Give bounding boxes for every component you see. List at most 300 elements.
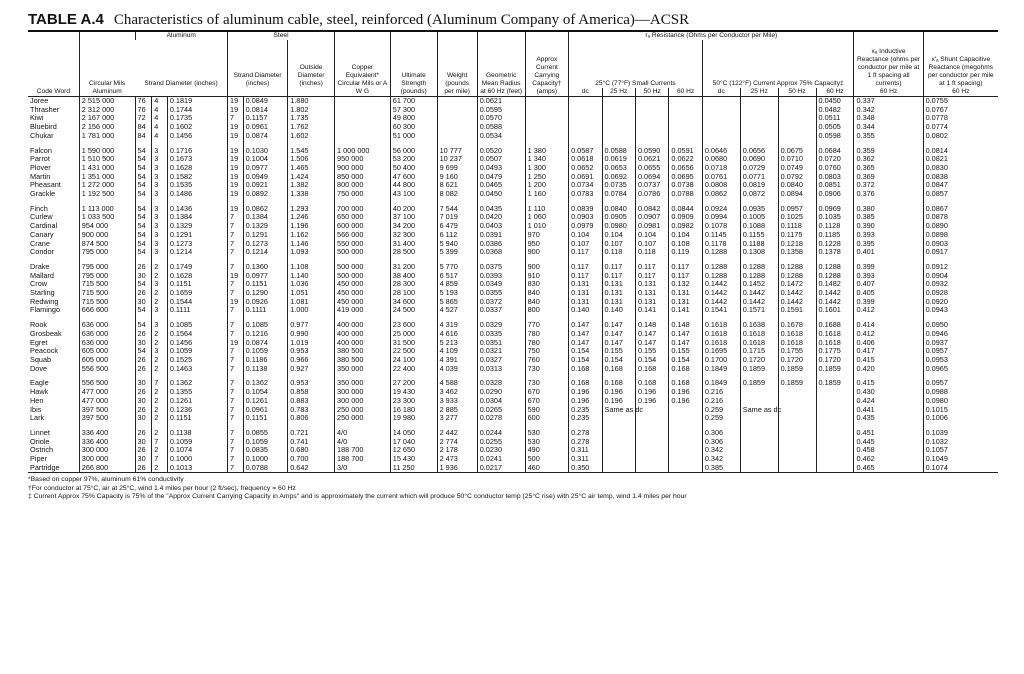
table-cell: 0.155 [669, 347, 702, 356]
table-cell: 900 000 [79, 231, 135, 240]
table-cell: 1.246 [288, 213, 335, 222]
table-cell: 0.147 [569, 339, 602, 348]
table-cell: 0.0692 [602, 173, 635, 182]
table-cell: 670 [525, 397, 568, 406]
table-cell: 0.1004 [243, 155, 288, 164]
table-cell: 0.154 [669, 356, 702, 365]
table-cell: 970 [525, 231, 568, 240]
table-cell: 19 [228, 106, 244, 115]
table-cell: 0.1362 [167, 379, 227, 388]
table-cell: 0.700 [288, 455, 335, 464]
table-cell: 566 000 [335, 231, 391, 240]
table-row [28, 379, 998, 388]
table-cell: 0.1157 [243, 114, 288, 123]
table-cell: 0.1618 [778, 339, 816, 348]
table-cell: 2 167 000 [79, 114, 135, 123]
table-cell: 0.0680 [702, 155, 740, 164]
table-cell: 72 [135, 114, 152, 123]
table-cell [602, 114, 635, 123]
table-cell: 53 200 [390, 155, 437, 164]
table-cell: 795 000 [79, 272, 135, 281]
table-cell: 0.0355 [477, 289, 525, 298]
table-cell [602, 455, 635, 464]
table-cell: 0.0849 [243, 97, 288, 106]
table-cell: 0.953 [288, 347, 335, 356]
table-cell [778, 406, 816, 415]
table-cell: 1.465 [288, 164, 335, 173]
table-cell: 0.412 [854, 330, 923, 339]
table-cell: 780 [525, 339, 568, 348]
table-cell [335, 97, 391, 106]
table-cell: 0.1358 [778, 248, 816, 257]
table-cell: 3 [152, 164, 168, 173]
table-cell [740, 388, 778, 397]
table-cell: 0.1085 [243, 321, 288, 330]
table-cell: 0.131 [635, 298, 668, 307]
table-cell: 0.1452 [740, 280, 778, 289]
table-cell: 3 [152, 280, 168, 289]
table-cell: 1 010 [525, 222, 568, 231]
table-cell: 800 [525, 306, 568, 315]
table-cell: 0.1236 [167, 406, 227, 415]
table-cell: 0.0979 [569, 222, 602, 231]
table-cell: 27 200 [390, 379, 437, 388]
table-cell: 0.0695 [669, 173, 702, 182]
table-cell: 0.0909 [669, 213, 702, 222]
table-cell [816, 455, 854, 464]
table-cell: 0.1290 [243, 289, 288, 298]
table-cell: 900 [525, 248, 568, 257]
table-cell: 1.000 [288, 306, 335, 315]
table-cell: 3 277 [437, 414, 477, 423]
table-cell: 0.1214 [243, 248, 288, 257]
table-row [28, 147, 998, 156]
table-cell: 0.147 [669, 339, 702, 348]
table-cell: 0.1186 [243, 356, 288, 365]
table-cell: 7 [228, 231, 244, 240]
table-row [28, 429, 998, 438]
table-cell: 0.1288 [702, 263, 740, 272]
table-cell: 0.0368 [477, 248, 525, 257]
table-cell: 0.0961 [243, 123, 288, 132]
table-cell: 0.147 [602, 330, 635, 339]
table-cell: 0.1819 [167, 97, 227, 106]
table-cell: 2 [152, 298, 168, 307]
table-cell: 0.131 [569, 298, 602, 307]
table-cell [602, 106, 635, 115]
table-cell [635, 97, 668, 106]
table-cell: 0.1456 [167, 339, 227, 348]
table-cell: Grackle [30, 190, 56, 199]
table-cell: 0.1138 [243, 365, 288, 374]
table-cell: 300 000 [79, 455, 135, 464]
table-cell: 780 [525, 330, 568, 339]
table-cell: 2 [152, 414, 168, 423]
table-cell: 0.1859 [778, 365, 816, 374]
header-aluminum: Aluminum [135, 31, 228, 40]
table-row [28, 114, 998, 123]
table-cell: 874 500 [79, 240, 135, 249]
table-cell: Linnet [30, 428, 50, 437]
table-cell: 666 600 [79, 306, 135, 315]
table-cell: 54 [135, 155, 152, 164]
table-cell: 0.424 [854, 397, 923, 406]
table-cell: 0.380 [854, 205, 923, 214]
table-cell [569, 106, 602, 115]
table-cell: 0.117 [635, 272, 668, 281]
table-cell [669, 123, 702, 132]
table-cell: 7 [228, 222, 244, 231]
table-cell: 7 [228, 248, 244, 257]
table-cell: 1.019 [288, 339, 335, 348]
table-cell: 4 616 [437, 330, 477, 339]
table-cell: 0.1700 [702, 356, 740, 365]
table-cell: Rook [30, 321, 48, 330]
table-cell: 850 000 [335, 173, 391, 182]
table-cell: 0.1185 [816, 231, 854, 240]
table-cell: 50 400 [390, 164, 437, 173]
table-cell: 0.1638 [740, 321, 778, 330]
table-cell: Curlew [30, 213, 53, 222]
header-inductive-reactance: xₐ Inductive Reactance (ohms per conductor per mile at 1 ft spacing all currents) [854, 31, 923, 88]
table-cell: 4 527 [437, 306, 477, 315]
table-cell [778, 114, 816, 123]
table-cell: 26 [135, 406, 152, 415]
table-cell: 0.0335 [477, 330, 525, 339]
table-cell: 0.0814 [243, 106, 288, 115]
table-cell: 0.0450 [816, 97, 854, 106]
table-cell: 47 600 [390, 173, 437, 182]
table-cell: 0.0244 [477, 429, 525, 438]
table-row [28, 123, 998, 132]
table-cell: 0.1138 [167, 429, 227, 438]
table-cell: 300 000 [335, 388, 391, 397]
table-row [28, 155, 998, 164]
table-cell: 3 [152, 347, 168, 356]
table-cell [702, 132, 740, 141]
table-cell: 0.0840 [778, 181, 816, 190]
table-cell: 19 [228, 339, 244, 348]
table-cell: 0.0304 [477, 397, 525, 406]
table-cell: 0.0917 [923, 248, 998, 257]
table-cell: 0.0493 [477, 164, 525, 173]
table-cell: 49 800 [390, 114, 437, 123]
table-cell [669, 406, 702, 415]
table-cell: 0.0892 [243, 190, 288, 199]
header-ultimate-strength: Ultimate Strength (pounds) [390, 31, 437, 97]
table-cell [437, 114, 477, 123]
table-cell: 3 [152, 155, 168, 164]
table-cell: 0.0694 [635, 173, 668, 182]
table-cell: 830 [525, 280, 568, 289]
table-cell [816, 397, 854, 406]
table-cell: 0.0737 [635, 181, 668, 190]
table-cell [740, 455, 778, 464]
table-cell: 0.1216 [243, 330, 288, 339]
table-cell: 0.0760 [816, 164, 854, 173]
table-cell: 0.0749 [778, 164, 816, 173]
table-cell: 0.344 [854, 123, 923, 132]
table-cell: 460 [525, 464, 568, 473]
table-cell: 0.131 [635, 289, 668, 298]
table-cell: 44 800 [390, 181, 437, 190]
table-cell: Canary [30, 230, 54, 239]
table-cell: 54 [135, 347, 152, 356]
table-row [28, 213, 998, 222]
table-cell: 0.0874 [243, 339, 288, 348]
table-cell: 7 [228, 455, 244, 464]
table-cell: 0.0734 [569, 181, 602, 190]
table-cell: 0.927 [288, 365, 335, 374]
table-cell: 0.0570 [477, 114, 525, 123]
table-cell [569, 97, 602, 106]
header-copper-equivalent: Copper Equivalent* Circular Mils or A W G [335, 31, 391, 97]
table-row [28, 97, 998, 106]
table-cell: 0.1442 [702, 280, 740, 289]
table-cell: 7 [228, 114, 244, 123]
table-cell [740, 438, 778, 447]
table-cell: Finch [30, 204, 48, 213]
table-cell: Chukar [30, 131, 54, 140]
table-cell: 7 [228, 213, 244, 222]
table-cell: 0.1472 [778, 280, 816, 289]
table-cell: 14 050 [390, 429, 437, 438]
table-cell: 4 [152, 97, 168, 106]
table-cell: 0.1628 [167, 164, 227, 173]
table-cell: 0.168 [635, 365, 668, 374]
table-cell: 4 [152, 114, 168, 123]
table-cell: 1 510 500 [79, 155, 135, 164]
table-cell: 0.306 [702, 429, 740, 438]
table-cell: 266 800 [79, 464, 135, 473]
table-cell [635, 114, 668, 123]
table-cell: 0.147 [635, 339, 668, 348]
table-cell: 0.0926 [243, 298, 288, 307]
table-cell: Dove [30, 364, 48, 373]
table-cell [335, 132, 391, 141]
table-row [28, 306, 998, 315]
table-cell: 0.0839 [569, 205, 602, 214]
table-cell: 0.1151 [243, 414, 288, 423]
table-cell: 8 621 [437, 181, 477, 190]
table-cell: 1 192 500 [79, 190, 135, 199]
table-cell: Starling [30, 289, 55, 298]
table-cell: 1.735 [288, 114, 335, 123]
table-cell: 0.0874 [243, 132, 288, 141]
table-cell: 7 [228, 429, 244, 438]
table-cell: 0.131 [569, 289, 602, 298]
table-cell: 0.0771 [740, 173, 778, 182]
table-cell: 2 312 000 [79, 106, 135, 115]
table-cell [525, 106, 568, 115]
table-cell: 0.1035 [816, 213, 854, 222]
table-cell: 0.0738 [669, 181, 702, 190]
table-cell: 0.0898 [923, 231, 998, 240]
table-cell: 10 777 [437, 147, 477, 156]
table-cell: 3 [152, 306, 168, 315]
table-cell: 51 000 [390, 132, 437, 141]
table-cell: 16 180 [390, 406, 437, 415]
table-cell: 4 109 [437, 347, 477, 356]
table-cell: 0.0949 [243, 173, 288, 182]
table-cell: 11 250 [390, 464, 437, 473]
table-cell: 715 500 [79, 289, 135, 298]
table-cell [740, 464, 778, 473]
table-cell: 0.1859 [740, 379, 778, 388]
table-cell: 0.1355 [167, 388, 227, 397]
table-cell: 0.0598 [816, 132, 854, 141]
table-cell: 0.0349 [477, 280, 525, 289]
table-cell: 0.1535 [167, 181, 227, 190]
table-cell: Redwing [30, 297, 59, 306]
table-cell: 300 000 [335, 397, 391, 406]
table-cell: 800 000 [335, 181, 391, 190]
table-cell: 670 [525, 388, 568, 397]
table-cell: 0.0932 [923, 280, 998, 289]
table-row [28, 248, 998, 257]
table-cell: 0.1859 [816, 365, 854, 374]
table-cell: 0.0937 [923, 339, 998, 348]
header-circular-mils: Circular Mils Aluminum [79, 31, 135, 97]
table-cell: 0.0290 [477, 388, 525, 397]
table-cell: 0.1228 [816, 240, 854, 249]
table-cell: 0.0835 [243, 446, 288, 455]
table-cell: 0.278 [569, 438, 602, 447]
table-cell: 0.235 [569, 414, 602, 423]
table-cell: 0.1384 [167, 213, 227, 222]
table-cell [702, 123, 740, 132]
table-cell: 0.741 [288, 438, 335, 447]
table-cell: 54 [135, 240, 152, 249]
table-cell: 0.372 [854, 181, 923, 190]
table-row [28, 222, 998, 231]
table-cell [602, 97, 635, 106]
table-cell: 477 000 [79, 388, 135, 397]
table-cell: 1.602 [288, 132, 335, 141]
table-cell: 0.0994 [702, 213, 740, 222]
table-cell: 0.0950 [923, 321, 998, 330]
table-cell: 1 060 [525, 213, 568, 222]
table-row [28, 231, 998, 240]
table-cell: 1.545 [288, 147, 335, 156]
table-cell: Oriole [30, 437, 50, 446]
table-cell [335, 123, 391, 132]
table-row [28, 397, 998, 406]
table-cell: 7 [228, 347, 244, 356]
table-cell: 2 885 [437, 406, 477, 415]
table-cell: 0.0710 [778, 155, 816, 164]
table-row [28, 280, 998, 289]
table-cell: 0.0393 [477, 272, 525, 281]
table-cell: 0.0988 [923, 388, 998, 397]
table-cell: 5 193 [437, 289, 477, 298]
table-cell: 54 [135, 321, 152, 330]
table-cell [635, 106, 668, 115]
table-cell: 0.1486 [167, 190, 227, 199]
table-cell: 0.0507 [477, 155, 525, 164]
table-cell: 54 [135, 306, 152, 315]
table-cell: 0.1118 [778, 222, 816, 231]
header-dc-50: dc [702, 88, 740, 97]
table-cell: 54 [135, 164, 152, 173]
header-60hz-25: 60 Hz [669, 88, 702, 97]
table-cell: 0.0821 [923, 155, 998, 164]
table-cell: 0.783 [288, 406, 335, 415]
table-cell: 0.306 [702, 438, 740, 447]
table-row [28, 173, 998, 182]
table-row [28, 190, 998, 199]
table-cell: Condor [30, 248, 54, 257]
header-25c: 25°C (77°F) Small Currents [569, 40, 703, 88]
table-cell: 550 000 [335, 240, 391, 249]
table-row [28, 181, 998, 190]
table-cell: 31 200 [390, 263, 437, 272]
table-cell: 530 [525, 429, 568, 438]
table-cell [525, 114, 568, 123]
table-row [28, 438, 998, 447]
table-cell: 0.0520 [477, 147, 525, 156]
table-cell: Drake [30, 262, 50, 271]
table-cell [602, 438, 635, 447]
table-cell: 605 000 [79, 347, 135, 356]
table-cell: 0.140 [569, 306, 602, 315]
table-cell: 0.1006 [923, 414, 998, 423]
table-cell: 0.1308 [740, 248, 778, 257]
table-cell: 26 [135, 388, 152, 397]
table-page [28, 10, 998, 502]
table-cell [669, 132, 702, 141]
table-cell: 0.0622 [669, 155, 702, 164]
table-cell: 0.117 [602, 263, 635, 272]
table-cell [816, 414, 854, 423]
header-steel: Steel [228, 31, 335, 40]
table-row [28, 388, 998, 397]
table-cell: 0.0652 [569, 164, 602, 173]
table-cell: 19 [228, 205, 244, 214]
table-cell [635, 429, 668, 438]
table-cell: 0.196 [635, 388, 668, 397]
table-cell: 1.140 [288, 272, 335, 281]
table-cell: 84 [135, 132, 152, 141]
table-cell: 700 000 [335, 205, 391, 214]
table-cell: 0.107 [569, 240, 602, 249]
table-cell: 380 500 [335, 347, 391, 356]
table-cell: 7 [228, 379, 244, 388]
table-cell: 477 000 [79, 397, 135, 406]
table-cell: 0.0653 [602, 164, 635, 173]
table-cell: 54 [135, 248, 152, 257]
table-cell: 0.406 [854, 339, 923, 348]
table-cell: 0.1618 [740, 339, 778, 348]
table-cell: 1 431 000 [79, 164, 135, 173]
table-cell: 0.0907 [635, 213, 668, 222]
table-cell [669, 106, 702, 115]
table-cell [740, 106, 778, 115]
table-cell: 397 500 [79, 406, 135, 415]
table-cell: 0.1715 [740, 347, 778, 356]
table-cell [602, 446, 635, 455]
table-cell: 636 000 [79, 330, 135, 339]
table-cell: 0.0957 [778, 205, 816, 214]
table-cell: 19 [228, 181, 244, 190]
table-cell: 0.0587 [569, 147, 602, 156]
table-cell: 0.0735 [602, 181, 635, 190]
table-cell: 0.1618 [702, 339, 740, 348]
table-cell: 0.104 [635, 231, 668, 240]
table-cell: 0.117 [569, 248, 602, 257]
table-cell: 1 113 000 [79, 205, 135, 214]
table-cell: 0.168 [669, 379, 702, 388]
